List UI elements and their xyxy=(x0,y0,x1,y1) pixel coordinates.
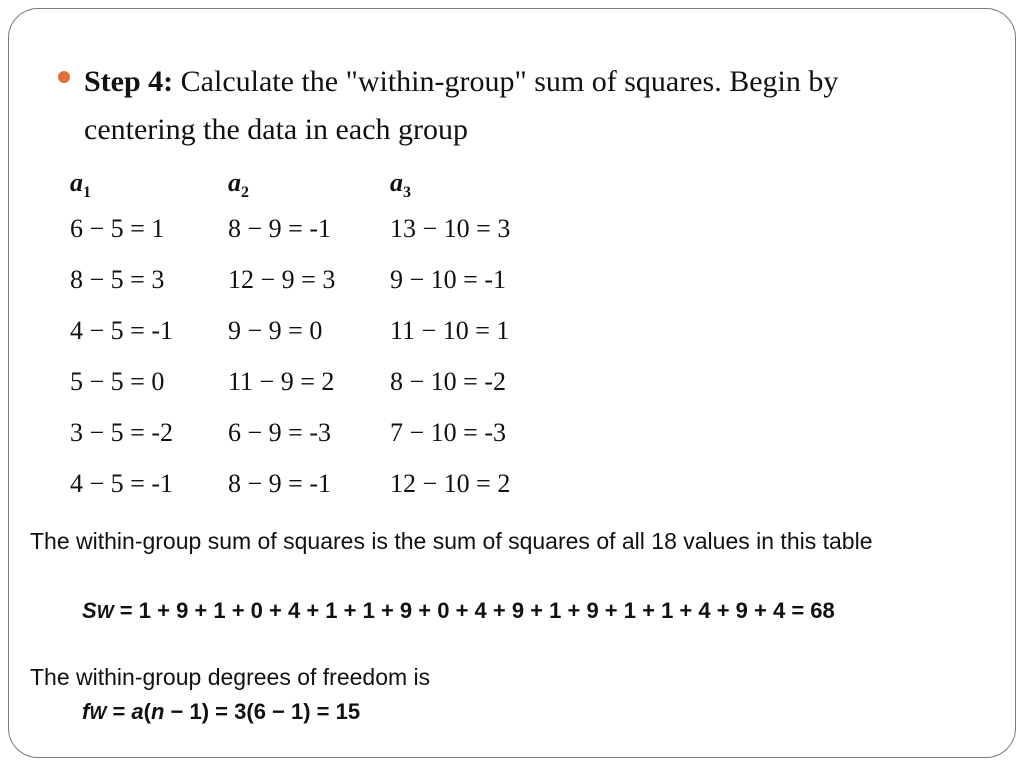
df-a: a xyxy=(131,699,144,724)
column-header-a1 xyxy=(70,168,91,202)
column-header-a2 xyxy=(228,168,249,202)
step-label: Step 4: xyxy=(84,65,174,98)
table-cell: 11 − 9 = 2 xyxy=(228,367,335,396)
table-cell: 8 − 5 = 3 xyxy=(70,265,165,294)
table-cell: 4 − 5 = -1 xyxy=(70,469,173,498)
table-cell: 13 − 10 = 3 xyxy=(390,214,511,243)
df-formula xyxy=(82,695,1012,730)
header-sub: 1 xyxy=(83,184,91,201)
df-subscript: W xyxy=(89,703,107,723)
table-cell: 7 − 10 = -3 xyxy=(390,418,506,447)
df-eq: = xyxy=(106,699,132,724)
table-cell: 8 − 9 = -1 xyxy=(228,214,331,243)
step-bullet xyxy=(58,58,958,154)
table-cell: 4 − 5 = -1 xyxy=(70,316,173,345)
df-n: n xyxy=(150,699,165,724)
table-cell: 3 − 5 = -2 xyxy=(70,418,173,447)
table-cell: 6 − 5 = 1 xyxy=(70,214,165,243)
df-intro: The within-group degrees of freedom is xyxy=(30,664,431,690)
table-cell: 6 − 9 = -3 xyxy=(228,418,331,447)
column-header-a3 xyxy=(390,168,411,202)
table-cell: 11 − 10 = 1 xyxy=(390,316,510,345)
table-cell: 8 − 10 = -2 xyxy=(390,367,506,396)
df-rest: − 1) = 3(6 − 1) = 15 xyxy=(164,699,361,724)
ss-expression: = 1 + 9 + 1 + 0 + 4 + 1 + 1 + 9 + 0 + 4 + 9 + 1 + 9 + 1 + 1 + 4 + 9 + 4 = 68 xyxy=(113,598,835,623)
sum-of-squares-intro: The within-group sum of squares is the sum of squares of all 18 values in this table xyxy=(30,528,873,554)
df-open: ( xyxy=(143,699,151,724)
header-sub: 3 xyxy=(403,184,411,201)
table-cell: 12 − 10 = 2 xyxy=(390,469,511,498)
ss-subscript: W xyxy=(96,602,114,622)
table-cell: 9 − 10 = -1 xyxy=(390,265,506,294)
step-text xyxy=(84,58,944,154)
table-cell: 5 − 5 = 0 xyxy=(70,367,165,396)
table-cell: 8 − 9 = -1 xyxy=(228,469,331,498)
table-cell: 12 − 9 = 3 xyxy=(228,265,336,294)
table-cell: 9 − 9 = 0 xyxy=(228,316,323,345)
header-var: a xyxy=(70,168,83,197)
df-symbol: f xyxy=(82,699,90,724)
header-var: a xyxy=(228,168,241,197)
step-description: Calculate the "within-group" sum of squares. Begin by centering the data in each group xyxy=(84,65,839,146)
bullet-dot-icon xyxy=(58,71,70,83)
header-sub: 2 xyxy=(241,184,249,201)
header-var: a xyxy=(390,168,403,197)
sum-of-squares-formula xyxy=(82,594,1012,629)
ss-symbol: S xyxy=(82,598,97,623)
